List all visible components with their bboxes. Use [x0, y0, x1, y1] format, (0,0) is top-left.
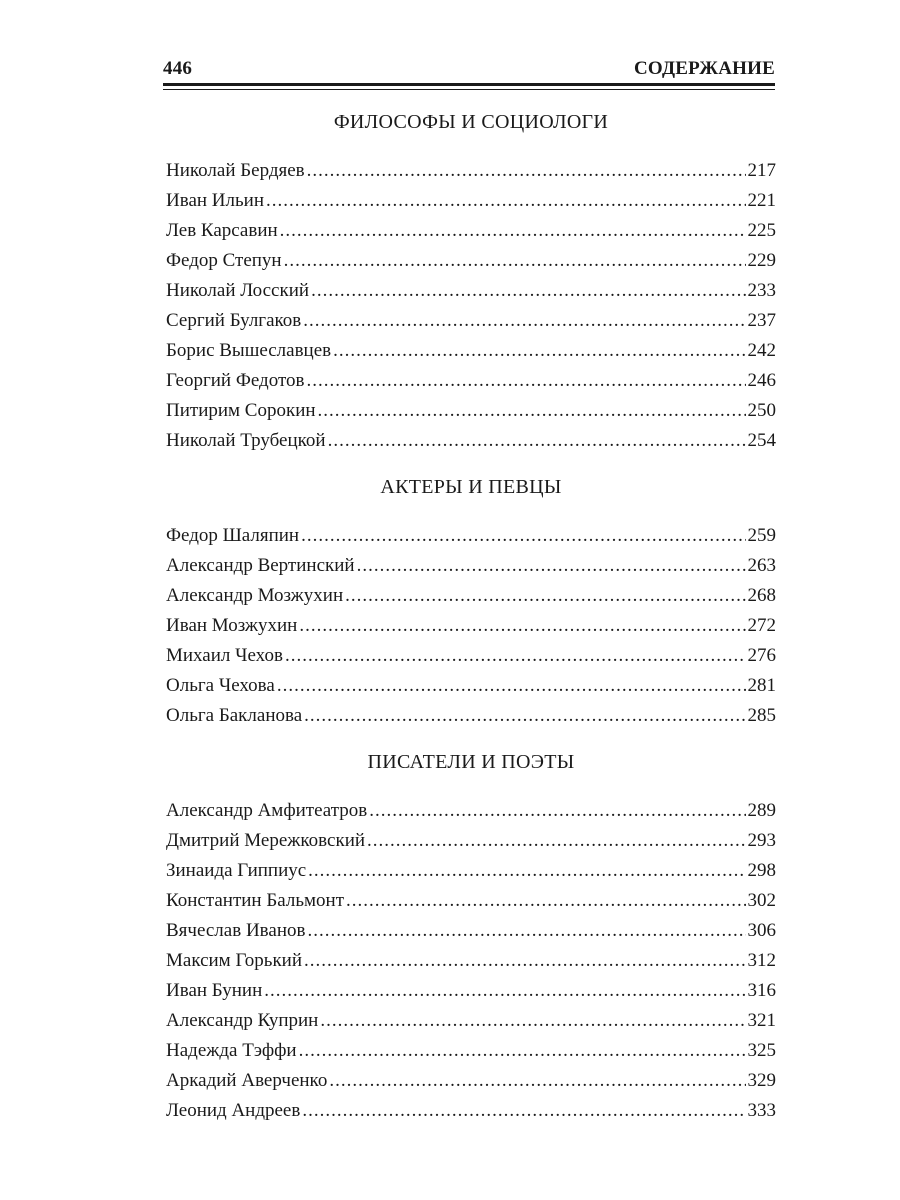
entry-page-number: 254 — [747, 430, 776, 451]
entry-name: Борис Вышеславцев — [166, 340, 332, 361]
entry-name: Николай Лосский — [166, 280, 310, 301]
dot-leader — [307, 916, 745, 946]
toc-entry — [166, 581, 776, 611]
page-number: 446 — [163, 58, 193, 79]
dot-leader — [284, 246, 746, 276]
dot-leader — [302, 1096, 745, 1126]
entry-page-number: 250 — [747, 400, 776, 421]
dot-leader — [320, 1006, 745, 1036]
entry-page-number: 259 — [747, 525, 776, 546]
toc-entry — [166, 796, 776, 826]
entry-page-number: 306 — [747, 920, 776, 941]
entry-name: Леонид Андреев — [166, 1100, 301, 1121]
toc-entry — [166, 671, 776, 701]
dot-leader — [307, 156, 746, 186]
dot-leader — [264, 976, 745, 1006]
toc-entry — [166, 826, 776, 856]
section-title: АКТЕРЫ И ПЕВЦЫ — [380, 476, 562, 498]
toc-section — [166, 106, 776, 456]
table-of-contents — [166, 106, 776, 1126]
entry-name: Михаил Чехов — [166, 645, 283, 666]
toc-entry — [166, 886, 776, 916]
entry-name: Надежда Тэффи — [166, 1040, 297, 1061]
entry-page-number: 316 — [747, 980, 776, 1001]
dot-leader — [280, 216, 746, 246]
dot-leader — [346, 886, 745, 916]
entry-page-number: 302 — [747, 890, 776, 911]
entry-page-number: 272 — [747, 615, 776, 636]
toc-entry — [166, 1096, 776, 1126]
entry-name: Николай Трубецкой — [166, 430, 326, 451]
dot-leader — [299, 1036, 746, 1066]
entry-name: Аркадий Аверченко — [166, 1070, 328, 1091]
toc-entry — [166, 551, 776, 581]
toc-entry — [166, 1036, 776, 1066]
toc-entry — [166, 856, 776, 886]
entry-name: Федор Шаляпин — [166, 525, 300, 546]
entry-page-number: 225 — [747, 220, 776, 241]
toc-entry — [166, 426, 776, 456]
entry-page-number: 289 — [747, 800, 776, 821]
entry-name: Ольга Чехова — [166, 675, 275, 696]
header-rule-thin — [163, 89, 775, 90]
toc-entry — [166, 246, 776, 276]
entry-name: Зинаида Гиппиус — [166, 860, 307, 881]
entry-page-number: 285 — [747, 705, 776, 726]
dot-leader — [345, 581, 745, 611]
entry-page-number: 233 — [747, 280, 776, 301]
entry-page-number: 281 — [747, 675, 776, 696]
dot-leader — [301, 521, 745, 551]
running-title: СОДЕРЖАНИЕ — [634, 58, 775, 79]
entry-name: Сергий Булгаков — [166, 310, 302, 331]
section-title: ФИЛОСОФЫ И СОЦИОЛОГИ — [333, 111, 609, 133]
entry-page-number: 268 — [747, 585, 776, 606]
entry-page-number: 329 — [747, 1070, 776, 1091]
entry-name: Федор Степун — [166, 250, 282, 271]
entry-page-number: 237 — [747, 310, 776, 331]
toc-entry — [166, 611, 776, 641]
entry-page-number: 217 — [747, 160, 776, 181]
entry-page-number: 312 — [747, 950, 776, 971]
entry-page-number: 325 — [747, 1040, 776, 1061]
entry-name: Николай Бердяев — [166, 160, 305, 181]
toc-entry — [166, 306, 776, 336]
entry-name: Максим Горький — [166, 950, 303, 971]
entry-page-number: 333 — [747, 1100, 776, 1121]
entry-page-number: 263 — [747, 555, 776, 576]
toc-section — [166, 471, 776, 731]
entry-name: Константин Бальмонт — [166, 890, 345, 911]
toc-entry — [166, 641, 776, 671]
toc-entry — [166, 216, 776, 246]
entry-page-number: 221 — [747, 190, 776, 211]
toc-entry — [166, 186, 776, 216]
entry-name: Георгий Федотов — [166, 370, 305, 391]
dot-leader — [329, 1066, 745, 1096]
dot-leader — [367, 826, 745, 856]
entry-name: Лев Карсавин — [166, 220, 278, 241]
dot-leader — [266, 186, 746, 216]
entry-page-number: 321 — [747, 1010, 776, 1031]
entry-page-number: 293 — [747, 830, 776, 851]
dot-leader — [304, 701, 745, 731]
entry-name: Дмитрий Мережковский — [166, 830, 366, 851]
dot-leader — [369, 796, 745, 826]
toc-entry — [166, 336, 776, 366]
toc-entry — [166, 1006, 776, 1036]
entry-page-number: 246 — [747, 370, 776, 391]
entry-page-number: 229 — [747, 250, 776, 271]
toc-entry — [166, 946, 776, 976]
entry-page-number: 276 — [747, 645, 776, 666]
entry-name: Питирим Сорокин — [166, 400, 316, 421]
toc-section — [166, 746, 776, 1126]
entry-name: Иван Ильин — [166, 190, 264, 211]
running-head — [163, 54, 775, 80]
dot-leader — [311, 276, 745, 306]
toc-entry — [166, 366, 776, 396]
dot-leader — [308, 856, 745, 886]
toc-entry — [166, 156, 776, 186]
header-rule-thick — [163, 83, 775, 86]
entry-page-number: 298 — [747, 860, 776, 881]
section-title: ПИСАТЕЛИ И ПОЭТЫ — [367, 751, 575, 773]
toc-entry — [166, 276, 776, 306]
dot-leader — [277, 671, 746, 701]
entry-name: Александр Амфитеатров — [166, 800, 368, 821]
entry-name: Иван Мозжухин — [166, 615, 298, 636]
toc-entry — [166, 701, 776, 731]
toc-entry — [166, 916, 776, 946]
dot-leader — [318, 396, 746, 426]
entry-name: Александр Мозжухин — [166, 585, 344, 606]
dot-leader — [285, 641, 746, 671]
entry-name: Вячеслав Иванов — [166, 920, 306, 941]
dot-leader — [328, 426, 746, 456]
entry-name: Иван Бунин — [166, 980, 263, 1001]
entry-page-number: 242 — [747, 340, 776, 361]
toc-entry — [166, 396, 776, 426]
dot-leader — [357, 551, 746, 581]
dot-leader — [299, 611, 745, 641]
toc-entry — [166, 1066, 776, 1096]
toc-entry — [166, 521, 776, 551]
dot-leader — [303, 306, 745, 336]
entry-name: Александр Вертинский — [166, 555, 355, 576]
dot-leader — [333, 336, 745, 366]
entry-name: Ольга Бакланова — [166, 705, 303, 726]
toc-entry — [166, 976, 776, 1006]
entry-name: Александр Куприн — [166, 1010, 319, 1031]
dot-leader — [306, 366, 745, 396]
dot-leader — [304, 946, 745, 976]
